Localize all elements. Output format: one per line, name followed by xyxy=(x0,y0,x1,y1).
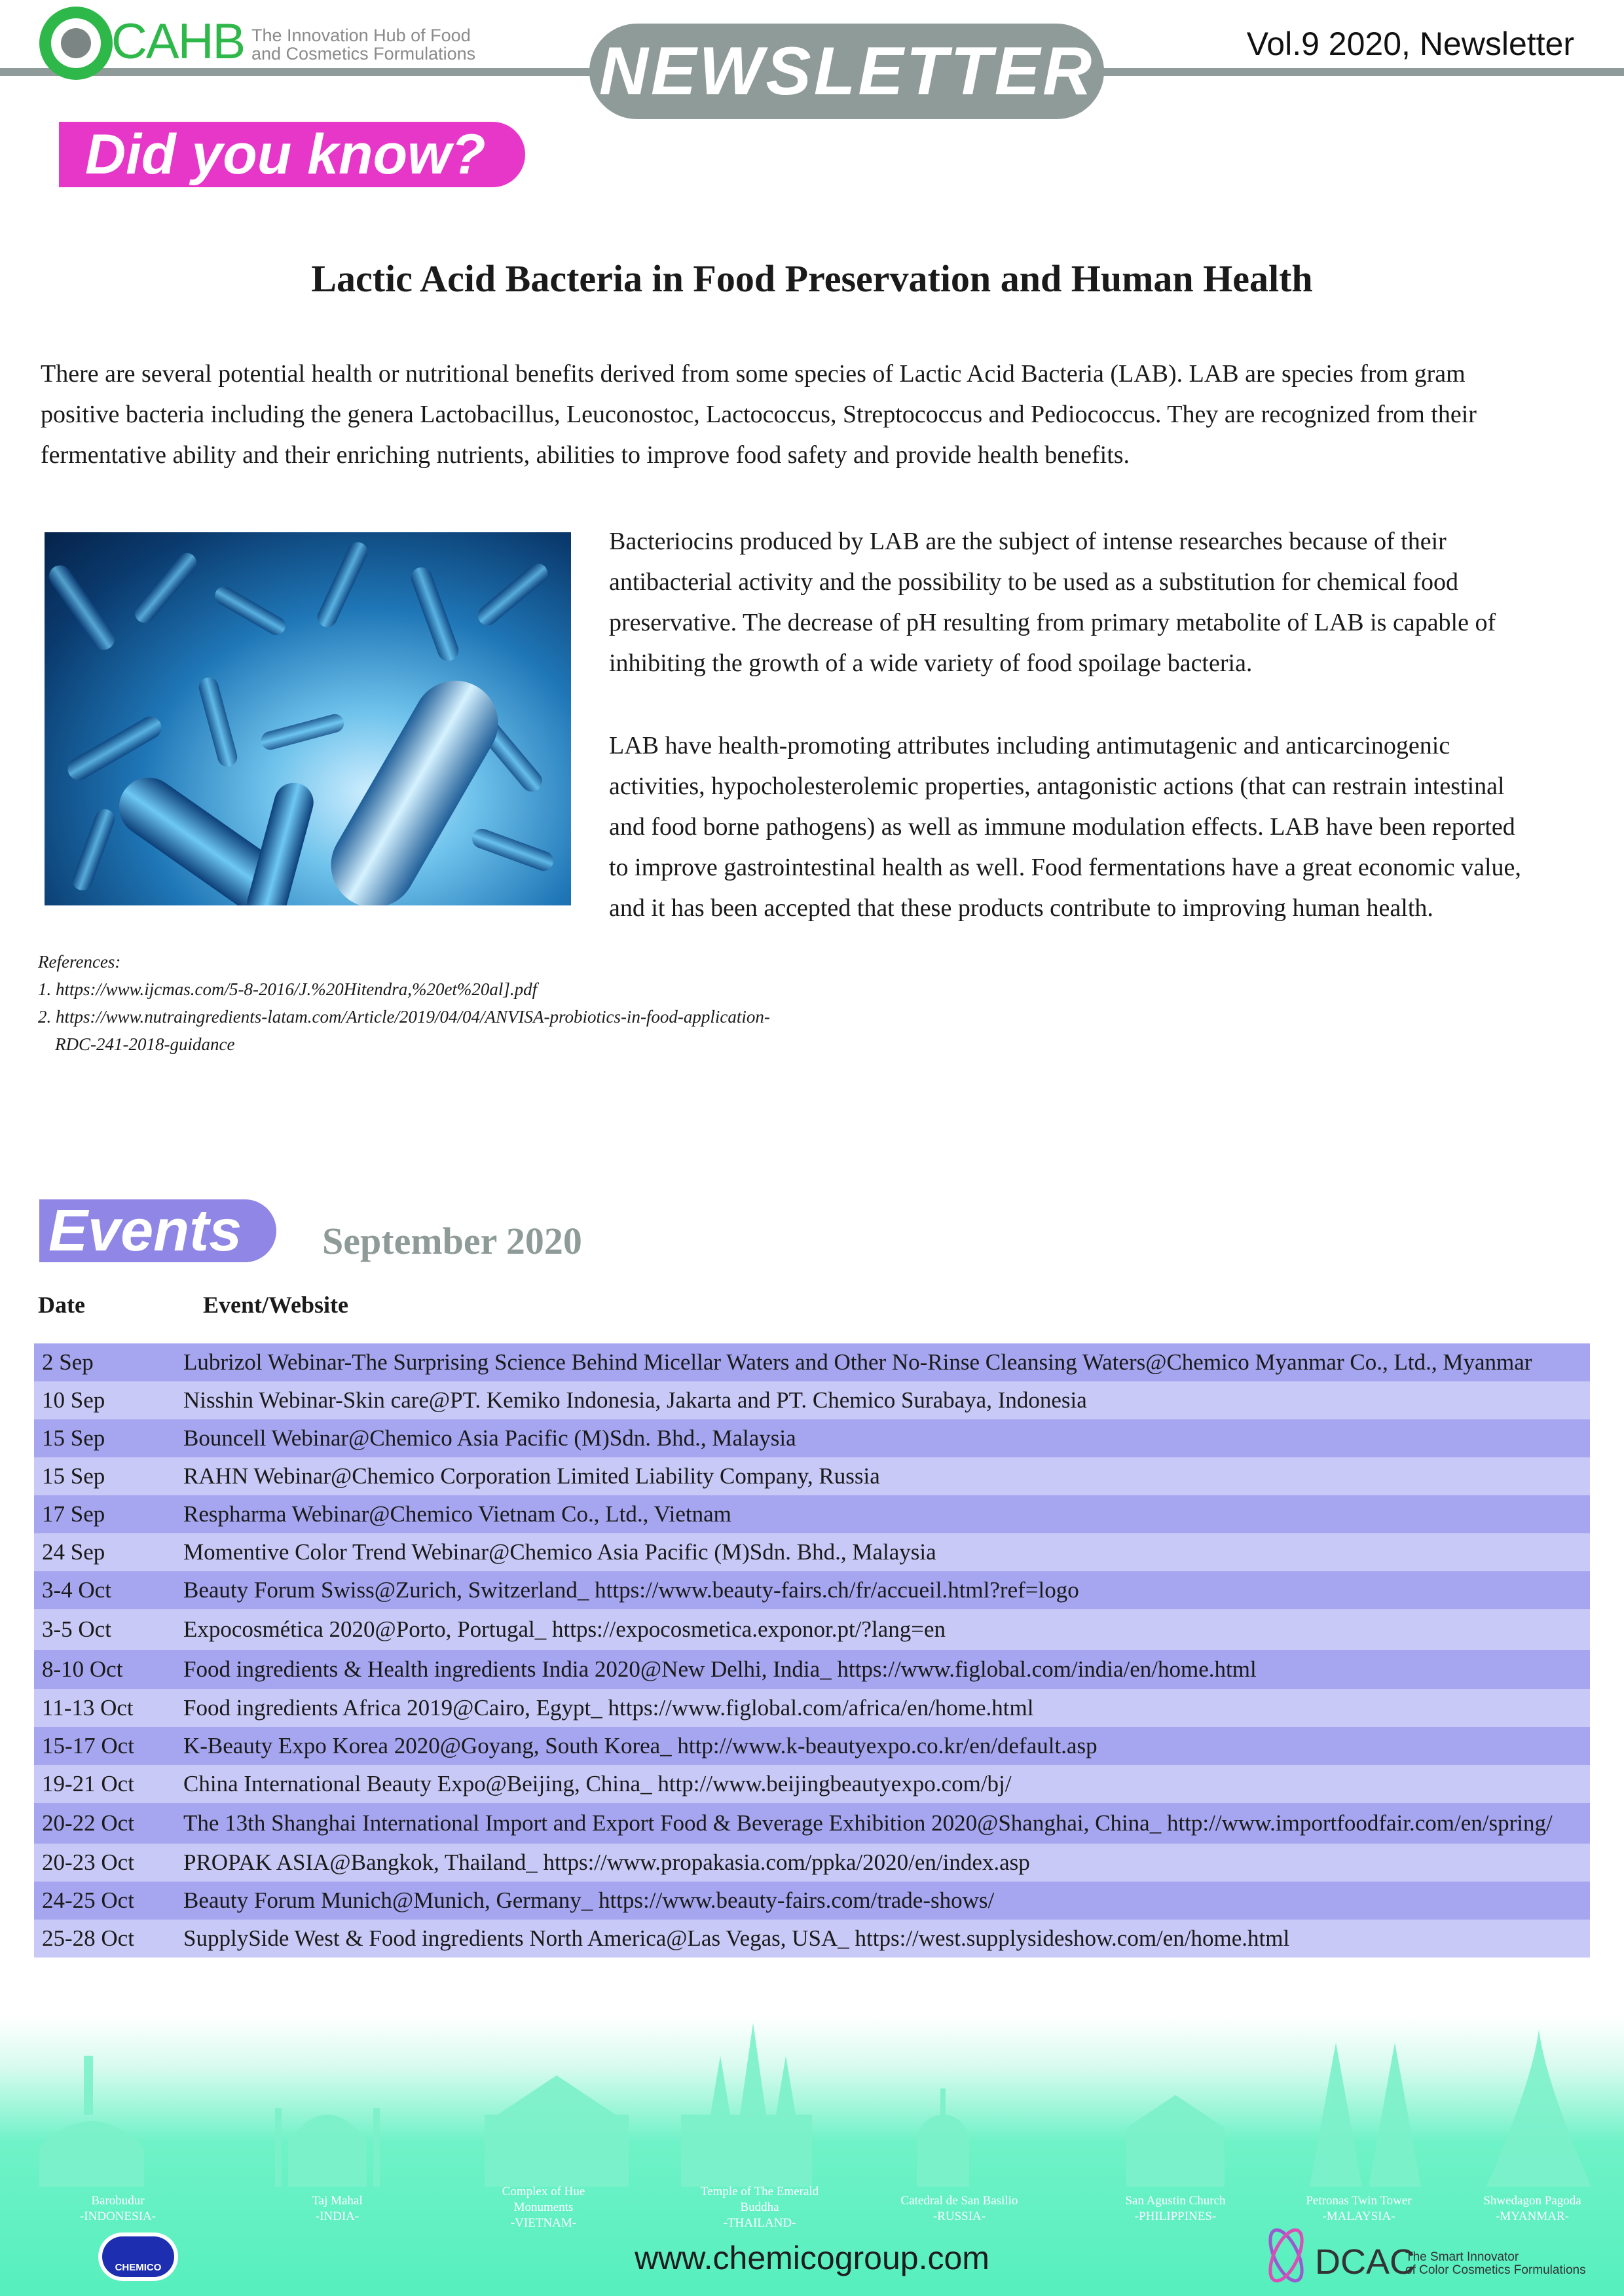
event-date: 17 Sep xyxy=(42,1501,105,1527)
event-row xyxy=(34,1343,1590,1381)
event-description[interactable]: SupplySide West & Food ingredients North America@Las Vegas, USA_ https://west.supplysideshow.com/en/home.html xyxy=(183,1925,1290,1951)
event-description[interactable]: The 13th Shanghai International Import and Export Food & Beverage Exhibition 2020@Shanghai, China_ http://www.importfoodfair.com/en/spring/ xyxy=(183,1810,1553,1836)
cahb-logo-icon xyxy=(39,7,113,80)
event-row xyxy=(34,1457,1590,1495)
intro-line: fermentative ability and their enriching nutrients, abilities to improve food safety and provide health benefits. xyxy=(41,441,1130,469)
event-date: 15-17 Oct xyxy=(42,1733,134,1758)
event-date: 10 Sep xyxy=(42,1387,105,1413)
event-row xyxy=(34,1844,1590,1882)
event-date: 2 Sep xyxy=(42,1349,94,1375)
event-row xyxy=(34,1727,1590,1765)
paragraph-line: to improve gastrointestinal health as well. Food fermentations have a great economic value, xyxy=(609,854,1521,881)
event-description[interactable]: Beauty Forum Munich@Munich, Germany_ https://www.beauty-fairs.com/trade-shows/ xyxy=(183,1887,995,1913)
landmark-caption: San Agustin Church -PHILIPPINES- xyxy=(1125,2194,1226,2223)
event-date: 11-13 Oct xyxy=(42,1695,134,1721)
event-description[interactable]: K-Beauty Expo Korea 2020@Goyang, South Korea_ http://www.k-beautyexpo.co.kr/en/default.asp xyxy=(183,1733,1098,1758)
dcac-tagline-line: The Smart Innovator xyxy=(1405,2250,1519,2264)
website-link[interactable]: www.chemicogroup.com xyxy=(635,2240,989,2276)
event-description[interactable]: Beauty Forum Swiss@Zurich, Switzerland_ https://www.beauty-fairs.ch/fr/accueil.html?ref=logo xyxy=(183,1577,1079,1603)
event-row xyxy=(34,1689,1590,1727)
paragraph-line: inhibiting the growth of a wide variety of food spoilage bacteria. xyxy=(609,649,1253,677)
event-row xyxy=(34,1533,1590,1571)
references-label: References: xyxy=(38,952,121,972)
event-row xyxy=(34,1920,1590,1958)
event-date: 15 Sep xyxy=(42,1425,105,1451)
event-description[interactable]: Nisshin Webinar-Skin care@PT. Kemiko Indonesia, Jakarta and PT. Chemico Surabaya, Indonesia xyxy=(183,1387,1087,1413)
reference-link[interactable]: 2. https://www.nutraingredients-latam.com/Article/2019/04/04/ANVISA-probiotics-in-food-application- xyxy=(38,1007,770,1027)
paragraph-line: and it has been accepted that these products contribute to improving human health. xyxy=(609,894,1433,922)
event-row xyxy=(34,1419,1590,1457)
paragraph-line: Bacteriocins produced by LAB are the subject of intense researches because of their xyxy=(609,528,1447,555)
cahb-tagline xyxy=(251,26,487,63)
event-row xyxy=(34,1609,1590,1650)
event-description[interactable]: Momentive Color Trend Webinar@Chemico Asia Pacific (M)Sdn. Bhd., Malaysia xyxy=(183,1539,936,1565)
landmark-caption: Barobudur -INDONESIA- xyxy=(79,2194,157,2223)
dcac-tagline xyxy=(1405,2251,1586,2277)
landmark-caption: Temple of The Emerald Buddha -THAILAND- xyxy=(700,2185,819,2230)
paragraph-line: and food borne pathogens) as well as immune modulation effects. LAB have been reported xyxy=(609,813,1515,841)
dcac-tagline-line: of Color Cosmetics Formulations xyxy=(1405,2263,1586,2277)
event-date: 8-10 Oct xyxy=(42,1656,123,1682)
landmark-caption: Petronas Twin Tower -MALAYSIA- xyxy=(1306,2194,1412,2223)
event-row xyxy=(34,1495,1590,1533)
event-date: 24-25 Oct xyxy=(42,1887,134,1913)
landmark-caption: Taj Mahal -INDIA- xyxy=(312,2194,363,2223)
event-row xyxy=(34,1882,1590,1920)
events-table xyxy=(34,1343,1590,1958)
newsletter-banner: NEWSLETTER xyxy=(589,24,1104,119)
events-badge: Events xyxy=(39,1199,276,1262)
references xyxy=(38,948,770,1058)
event-description[interactable]: Lubrizol Webinar-The Surprising Science Behind Micellar Waters and Other No-Rinse Cleansing Waters@Chemico Myanmar Co., Ltd., Myanmar xyxy=(183,1349,1532,1375)
event-row xyxy=(34,1381,1590,1419)
bacteria-image xyxy=(45,532,571,905)
event-description[interactable]: China International Beauty Expo@Beijing, China_ http://www.beijingbeautyexpo.com/bj/ xyxy=(183,1771,1012,1796)
event-description[interactable]: Food ingredients Africa 2019@Cairo, Egypt_ https://www.figlobal.com/africa/en/home.html xyxy=(183,1695,1034,1721)
event-row xyxy=(34,1803,1590,1844)
column-header-date: Date xyxy=(38,1292,85,1318)
did-you-know-badge: Did you know? xyxy=(59,122,525,187)
landmark-caption: Complex of Hue Monuments -VIETNAM- xyxy=(502,2185,585,2230)
paragraph-line: activities, hypocholesterolemic properties, antagonistic actions (that can restrain intestinal xyxy=(609,773,1505,800)
cahb-logo-text: CAHB xyxy=(111,14,245,69)
chemico-logo-text: CHEMICO xyxy=(102,2236,174,2277)
article-paragraph-health xyxy=(609,725,1604,928)
reference-link[interactable]: 1. https://www.ijcmas.com/5-8-2016/J.%20Hitendra,%20et%20al].pdf xyxy=(38,979,538,999)
intro-line: positive bacteria including the genera Lactobacillus, Leuconostoc, Lactococcus, Streptococcus and Pediococcus. They are recognized from their xyxy=(41,401,1477,428)
column-header-event: Event/Website xyxy=(203,1292,348,1318)
event-date: 20-23 Oct xyxy=(42,1850,134,1875)
event-date: 20-22 Oct xyxy=(42,1810,134,1836)
event-description[interactable]: Expocosmética 2020@Porto, Portugal_ https://expocosmetica.exponor.pt/?lang=en xyxy=(183,1616,946,1642)
paragraph-line: LAB have health-promoting attributes including antimutagenic and anticarcinogenic xyxy=(609,732,1450,759)
cahb-tagline-line: The Innovation Hub of Food xyxy=(251,26,471,45)
article-intro xyxy=(41,354,1599,475)
event-date: 19-21 Oct xyxy=(42,1771,134,1796)
event-description[interactable]: Bouncell Webinar@Chemico Asia Pacific (M)Sdn. Bhd., Malaysia xyxy=(183,1425,796,1451)
volume-label: Vol.9 2020, Newsletter xyxy=(1246,26,1574,62)
landmark-caption: Shwedagon Pagoda -MYANMAR- xyxy=(1483,2194,1581,2223)
event-description[interactable]: Food ingredients & Health ingredients India 2020@New Delhi, India_ https://www.figlobal.com/india/en/home.html xyxy=(183,1656,1257,1682)
bacteria-illustration xyxy=(45,532,571,905)
event-row xyxy=(34,1765,1590,1803)
event-date: 3-5 Oct xyxy=(42,1616,111,1642)
article-paragraph-bacteriocins xyxy=(609,521,1604,683)
event-description[interactable]: RAHN Webinar@Chemico Corporation Limited Liability Company, Russia xyxy=(183,1463,880,1489)
event-date: 15 Sep xyxy=(42,1463,105,1489)
event-date: 25-28 Oct xyxy=(42,1925,134,1951)
cahb-tagline-line: and Cosmetics Formulations xyxy=(251,44,476,64)
event-date: 3-4 Oct xyxy=(42,1577,111,1603)
event-row xyxy=(34,1571,1590,1609)
dcac-logo-icon xyxy=(1256,2226,1316,2285)
events-month: September 2020 xyxy=(322,1220,582,1262)
event-description[interactable]: Respharma Webinar@Chemico Vietnam Co., Ltd., Vietnam xyxy=(183,1501,731,1527)
paragraph-line: antibacterial activity and the possibility to be used as a substitution for chemical food xyxy=(609,568,1458,596)
intro-line: There are several potential health or nutritional benefits derived from some species of Lactic Acid Bacteria (LAB). LAB are species from gram xyxy=(41,360,1466,388)
event-date: 24 Sep xyxy=(42,1539,105,1565)
article-title: Lactic Acid Bacteria in Food Preservation and Human Health xyxy=(311,257,1313,300)
paragraph-line: preservative. The decrease of pH resulting from primary metabolite of LAB is capable of xyxy=(609,609,1496,636)
dcac-logo-text: DCAC xyxy=(1315,2242,1416,2282)
landmark-caption: Catedral de San Basilio -RUSSIA- xyxy=(900,2194,1018,2223)
event-row xyxy=(34,1650,1590,1689)
reference-link[interactable]: RDC-241-2018-guidance xyxy=(55,1034,235,1054)
event-description[interactable]: PROPAK ASIA@Bangkok, Thailand_ https://www.propakasia.com/ppka/2020/en/index.asp xyxy=(183,1850,1030,1875)
